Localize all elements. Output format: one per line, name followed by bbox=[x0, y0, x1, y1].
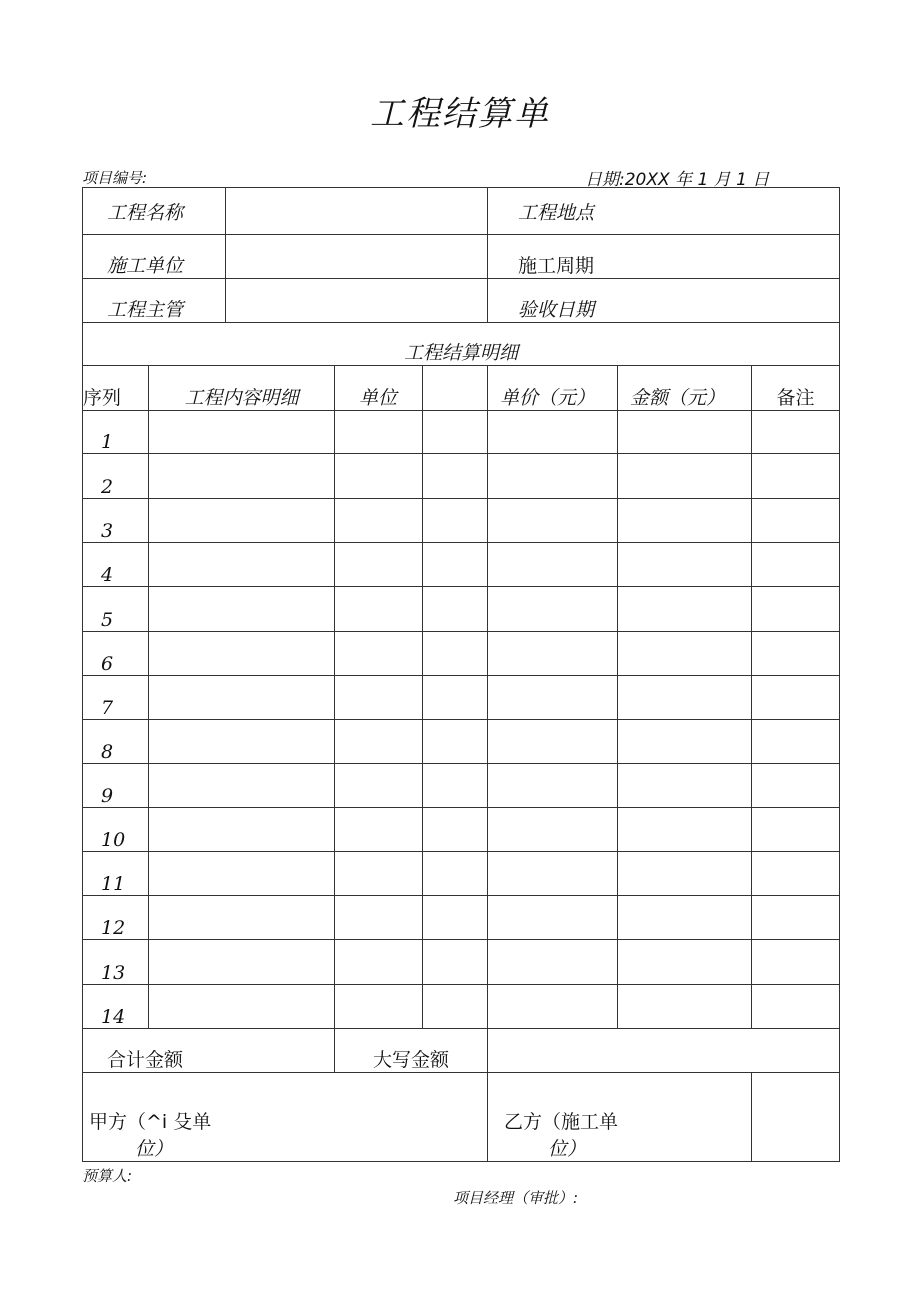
unit-price-cell[interactable] bbox=[488, 852, 618, 896]
row-index: 8 bbox=[83, 720, 149, 764]
party-a-cell bbox=[83, 1073, 488, 1162]
detail-header-row bbox=[83, 366, 840, 411]
unit-price-cell[interactable] bbox=[488, 985, 618, 1029]
remarks-cell[interactable] bbox=[752, 632, 840, 676]
unit-price-cell[interactable] bbox=[488, 543, 618, 587]
unit-cell[interactable] bbox=[335, 632, 423, 676]
unit-price-cell[interactable] bbox=[488, 411, 618, 454]
unit-price-cell[interactable] bbox=[488, 896, 618, 940]
blank-cell[interactable] bbox=[423, 808, 488, 852]
table-row bbox=[83, 764, 840, 808]
remarks-cell[interactable] bbox=[752, 764, 840, 808]
unit-cell[interactable] bbox=[335, 852, 423, 896]
amount-cell[interactable] bbox=[618, 676, 752, 720]
detail-section-title: 工程结算明细 bbox=[83, 323, 840, 366]
blank-cell[interactable] bbox=[423, 632, 488, 676]
contractor-field[interactable] bbox=[226, 235, 488, 279]
totals-row bbox=[83, 1029, 840, 1073]
unit-price-cell[interactable] bbox=[488, 940, 618, 985]
content-cell[interactable] bbox=[149, 499, 335, 543]
unit-price-cell[interactable] bbox=[488, 632, 618, 676]
project-name-label: 工程名称 bbox=[83, 188, 226, 235]
row-index: 7 bbox=[83, 676, 149, 720]
remarks-cell[interactable] bbox=[752, 852, 840, 896]
row-index: 6 bbox=[83, 632, 149, 676]
amount-cell[interactable] bbox=[618, 808, 752, 852]
table-row bbox=[83, 454, 840, 499]
acceptance-date-label: 验收日期 bbox=[488, 279, 840, 323]
remarks-cell[interactable] bbox=[752, 499, 840, 543]
blank-cell[interactable] bbox=[423, 764, 488, 808]
party-a-label-line2: 位） bbox=[135, 1138, 174, 1160]
row-index: 12 bbox=[83, 896, 149, 940]
remarks-cell[interactable] bbox=[752, 543, 840, 587]
content-cell[interactable] bbox=[149, 632, 335, 676]
header-remarks: 备注 bbox=[752, 366, 840, 411]
signature-row bbox=[83, 1073, 840, 1162]
supervisor-field[interactable] bbox=[226, 279, 488, 323]
remarks-cell[interactable] bbox=[752, 676, 840, 720]
table-row bbox=[83, 985, 840, 1029]
table-row bbox=[83, 632, 840, 676]
amount-cell[interactable] bbox=[618, 764, 752, 808]
remarks-cell[interactable] bbox=[752, 808, 840, 852]
header-blank bbox=[423, 366, 488, 411]
document-title: 工程结算单 bbox=[370, 94, 550, 134]
blank-cell[interactable] bbox=[423, 852, 488, 896]
unit-cell[interactable] bbox=[335, 499, 423, 543]
row-index: 2 bbox=[83, 454, 149, 499]
amount-cell[interactable] bbox=[618, 411, 752, 454]
detail-section-row bbox=[83, 323, 840, 366]
header-index: 序列 bbox=[83, 366, 149, 411]
amount-cell[interactable] bbox=[618, 940, 752, 985]
unit-cell[interactable] bbox=[335, 587, 423, 632]
info-row-2 bbox=[83, 235, 840, 279]
amount-cell[interactable] bbox=[618, 454, 752, 499]
table-row bbox=[83, 543, 840, 587]
unit-cell[interactable] bbox=[335, 454, 423, 499]
row-index: 14 bbox=[83, 985, 149, 1029]
unit-cell[interactable] bbox=[335, 676, 423, 720]
unit-price-cell[interactable] bbox=[488, 808, 618, 852]
content-cell[interactable] bbox=[149, 896, 335, 940]
content-cell[interactable] bbox=[149, 808, 335, 852]
unit-price-cell[interactable] bbox=[488, 499, 618, 543]
settlement-form bbox=[82, 187, 840, 1162]
unit-cell[interactable] bbox=[335, 940, 423, 985]
table-row bbox=[83, 896, 840, 940]
header-unit: 单位 bbox=[335, 366, 423, 411]
unit-cell[interactable] bbox=[335, 764, 423, 808]
project-number-label: 项目编号: bbox=[82, 169, 148, 187]
total-amount-label: 合计金额 bbox=[83, 1029, 335, 1073]
unit-cell[interactable] bbox=[335, 808, 423, 852]
date-label: 日期:20XX 年 1 月 1 日 bbox=[585, 170, 770, 190]
budgeter-label: 预算人: bbox=[82, 1167, 133, 1185]
unit-price-cell[interactable] bbox=[488, 720, 618, 764]
unit-price-cell[interactable] bbox=[488, 454, 618, 499]
row-index: 11 bbox=[83, 852, 149, 896]
project-location-label: 工程地点 bbox=[488, 188, 840, 235]
party-a-label-line1: 甲方（^i 殳单 bbox=[89, 1111, 212, 1133]
info-row-1 bbox=[83, 188, 840, 235]
amount-cell[interactable] bbox=[618, 720, 752, 764]
remarks-cell[interactable] bbox=[752, 411, 840, 454]
amount-cell[interactable] bbox=[618, 587, 752, 632]
unit-cell[interactable] bbox=[335, 720, 423, 764]
table-row bbox=[83, 940, 840, 985]
blank-cell[interactable] bbox=[423, 543, 488, 587]
amount-cell[interactable] bbox=[618, 499, 752, 543]
content-cell[interactable] bbox=[149, 940, 335, 985]
header-content: 工程内容明细 bbox=[149, 366, 335, 411]
row-index: 1 bbox=[83, 411, 149, 454]
content-cell[interactable] bbox=[149, 676, 335, 720]
amount-cell[interactable] bbox=[618, 896, 752, 940]
row-index: 9 bbox=[83, 764, 149, 808]
table-row bbox=[83, 587, 840, 632]
amount-cell[interactable] bbox=[618, 852, 752, 896]
blank-cell[interactable] bbox=[423, 587, 488, 632]
amount-cell[interactable] bbox=[618, 985, 752, 1029]
amount-cell[interactable] bbox=[618, 543, 752, 587]
blank-cell[interactable] bbox=[423, 411, 488, 454]
manager-label: 项目经理（审批）: bbox=[453, 1189, 579, 1207]
remarks-cell[interactable] bbox=[752, 985, 840, 1029]
header-unit-price: 单价（元） bbox=[488, 366, 618, 411]
blank-cell[interactable] bbox=[423, 454, 488, 499]
party-b-cell bbox=[488, 1073, 752, 1162]
project-name-field[interactable] bbox=[226, 188, 488, 235]
table-row bbox=[83, 852, 840, 896]
content-cell[interactable] bbox=[149, 543, 335, 587]
row-index: 5 bbox=[83, 587, 149, 632]
unit-price-cell[interactable] bbox=[488, 764, 618, 808]
contractor-label: 施工单位 bbox=[83, 235, 226, 279]
blank-cell[interactable] bbox=[423, 985, 488, 1029]
content-cell[interactable] bbox=[149, 720, 335, 764]
unit-cell[interactable] bbox=[335, 411, 423, 454]
row-index: 4 bbox=[83, 543, 149, 587]
amount-cell[interactable] bbox=[618, 632, 752, 676]
blank-cell[interactable] bbox=[423, 720, 488, 764]
blank-cell[interactable] bbox=[423, 499, 488, 543]
table-row bbox=[83, 499, 840, 543]
content-cell[interactable] bbox=[149, 764, 335, 808]
content-cell[interactable] bbox=[149, 587, 335, 632]
remarks-cell[interactable] bbox=[752, 720, 840, 764]
party-b-sign-field[interactable] bbox=[752, 1073, 840, 1162]
table-row bbox=[83, 808, 840, 852]
content-cell[interactable] bbox=[149, 454, 335, 499]
supervisor-label: 工程主管 bbox=[83, 279, 226, 323]
remarks-cell[interactable] bbox=[752, 940, 840, 985]
content-cell[interactable] bbox=[149, 852, 335, 896]
row-index: 10 bbox=[83, 808, 149, 852]
unit-cell[interactable] bbox=[335, 985, 423, 1029]
blank-cell[interactable] bbox=[423, 940, 488, 985]
uppercase-amount-label: 大写金额 bbox=[335, 1029, 488, 1073]
header-amount: 金额（元） bbox=[618, 366, 752, 411]
content-cell[interactable] bbox=[149, 985, 335, 1029]
table-row bbox=[83, 411, 840, 454]
info-row-3 bbox=[83, 279, 840, 323]
content-cell[interactable] bbox=[149, 411, 335, 454]
table-row bbox=[83, 676, 840, 720]
unit-cell[interactable] bbox=[335, 543, 423, 587]
party-b-label-line1: 乙方（施工单 bbox=[504, 1111, 619, 1133]
blank-cell[interactable] bbox=[423, 676, 488, 720]
unit-cell[interactable] bbox=[335, 896, 423, 940]
unit-price-cell[interactable] bbox=[488, 587, 618, 632]
remarks-cell[interactable] bbox=[752, 587, 840, 632]
unit-price-cell[interactable] bbox=[488, 676, 618, 720]
table-row bbox=[83, 720, 840, 764]
row-index: 3 bbox=[83, 499, 149, 543]
party-b-label-line2: 位） bbox=[548, 1138, 587, 1160]
remarks-cell[interactable] bbox=[752, 454, 840, 499]
remarks-cell[interactable] bbox=[752, 896, 840, 940]
blank-cell[interactable] bbox=[423, 896, 488, 940]
uppercase-amount-field[interactable] bbox=[488, 1029, 840, 1073]
period-label: 施工周期 bbox=[488, 235, 840, 279]
row-index: 13 bbox=[83, 940, 149, 985]
